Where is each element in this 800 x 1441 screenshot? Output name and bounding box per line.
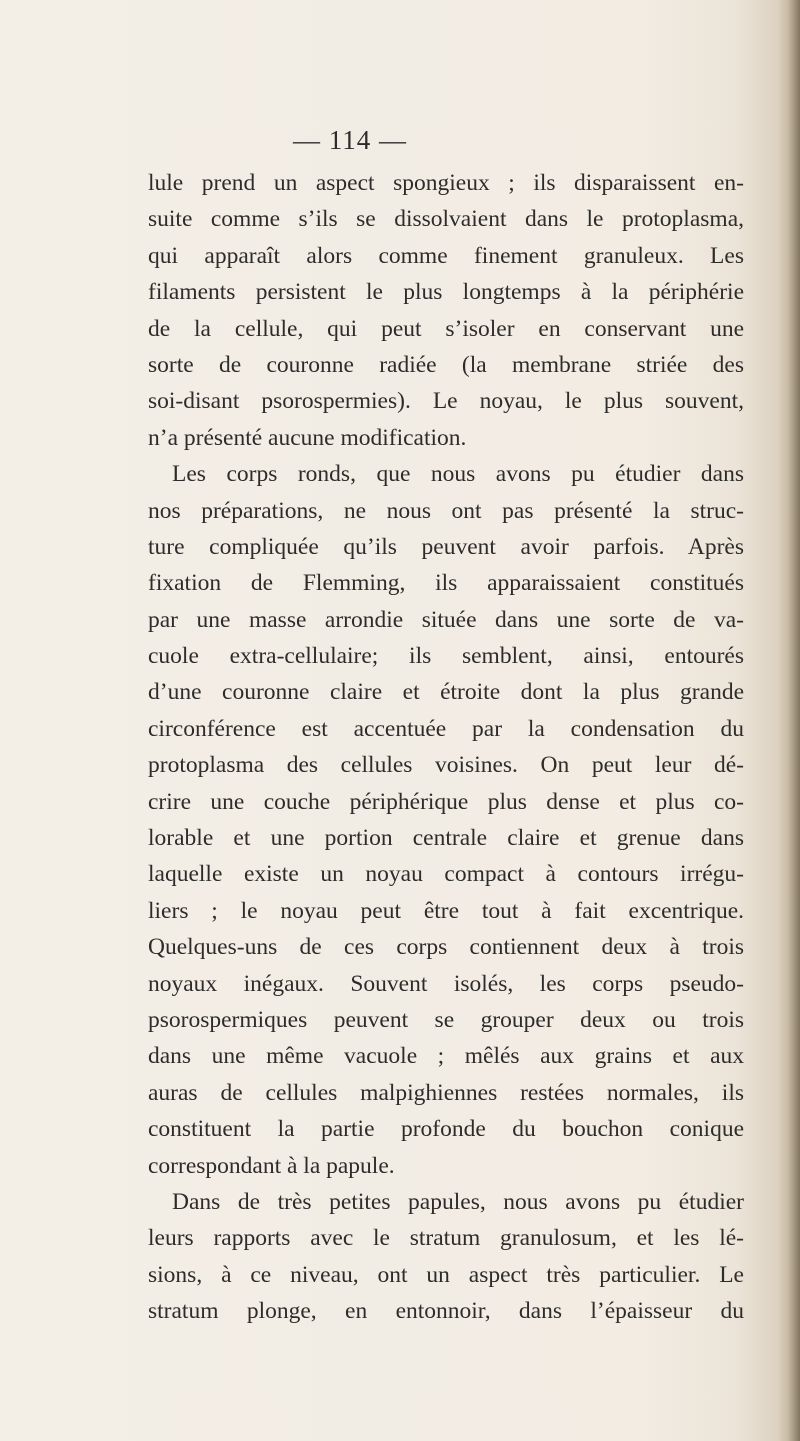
text-line: ture compliquée qu’ils peuvent avoir parfois. Après [148, 533, 744, 560]
page-edge-shadow [778, 0, 800, 1441]
page-number: — 114 — [293, 125, 407, 155]
text-line: Quelques-uns de ces corps contiennent deux à trois [148, 934, 744, 961]
text-line: crire une couche périphérique plus dense et plus co- [148, 788, 744, 815]
text-line: lule prend un aspect spongieux ; ils disparaissent en- [148, 170, 744, 196]
paragraph-start-line: Dans de très petites papules, nous avons pu étudier [172, 1188, 744, 1215]
text-line: protoplasma des cellules voisines. On peut leur dé- [148, 752, 744, 779]
text-line: cuole extra-cellulaire; ils semblent, ainsi, entourés [148, 643, 744, 670]
text-line: soi-disant psorospermies). Le noyau, le plus souvent, [148, 388, 744, 415]
text-line: correspondant à la papule. [148, 1152, 395, 1179]
text-line: n’a présenté aucune modification. [148, 424, 467, 451]
text-line: suite comme s’ils se dissolvaient dans le protoplasma, [148, 206, 744, 233]
text-line: auras de cellules malpighiennes restées normales, ils [148, 1079, 744, 1106]
text-line: lorable et une portion centrale claire et grenue dans [148, 825, 744, 852]
text-line: liers ; le noyau peut être tout à fait excentrique. [148, 897, 744, 924]
text-line: d’une couronne claire et étroite dont la plus grande [148, 679, 744, 706]
text-line: laquelle existe un noyau compact à contours irrégu- [148, 861, 744, 888]
text-line: dans une même vacuole ; mêlés aux grains et aux [148, 1043, 744, 1070]
text-line: fixation de Flemming, ils apparaissaient constitués [148, 570, 744, 597]
text-line: psorospermiques peuvent se grouper deux ou trois [148, 1006, 744, 1033]
text-line: sorte de couronne radiée (la membrane striée des [148, 351, 744, 378]
text-line: circonférence est accentuée par la condensation du [148, 715, 744, 742]
text-line: leurs rapports avec le stratum granulosum, et les lé- [148, 1225, 744, 1252]
paragraph-start-line: Les corps ronds, que nous avons pu étudier dans [172, 461, 744, 488]
text-line: de la cellule, qui peut s’isoler en conservant une [148, 315, 744, 342]
text-line: stratum plonge, en entonnoir, dans l’épaisseur du [148, 1298, 744, 1325]
text-line: noyaux inégaux. Souvent isolés, les corps pseudo- [148, 970, 744, 997]
text-line: nos préparations, ne nous ont pas présenté la struc- [148, 497, 744, 524]
text-line: par une masse arrondie située dans une sorte de va- [148, 606, 744, 633]
text-line: sions, à ce niveau, ont un aspect très particulier. Le [148, 1261, 744, 1288]
text-line: constituent la partie profonde du bouchon conique [148, 1116, 744, 1143]
text-line: qui apparaît alors comme finement granuleux. Les [148, 242, 744, 269]
body-text [148, 165, 744, 1330]
text-line: filaments persistent le plus longtemps à la périphérie [148, 279, 744, 306]
